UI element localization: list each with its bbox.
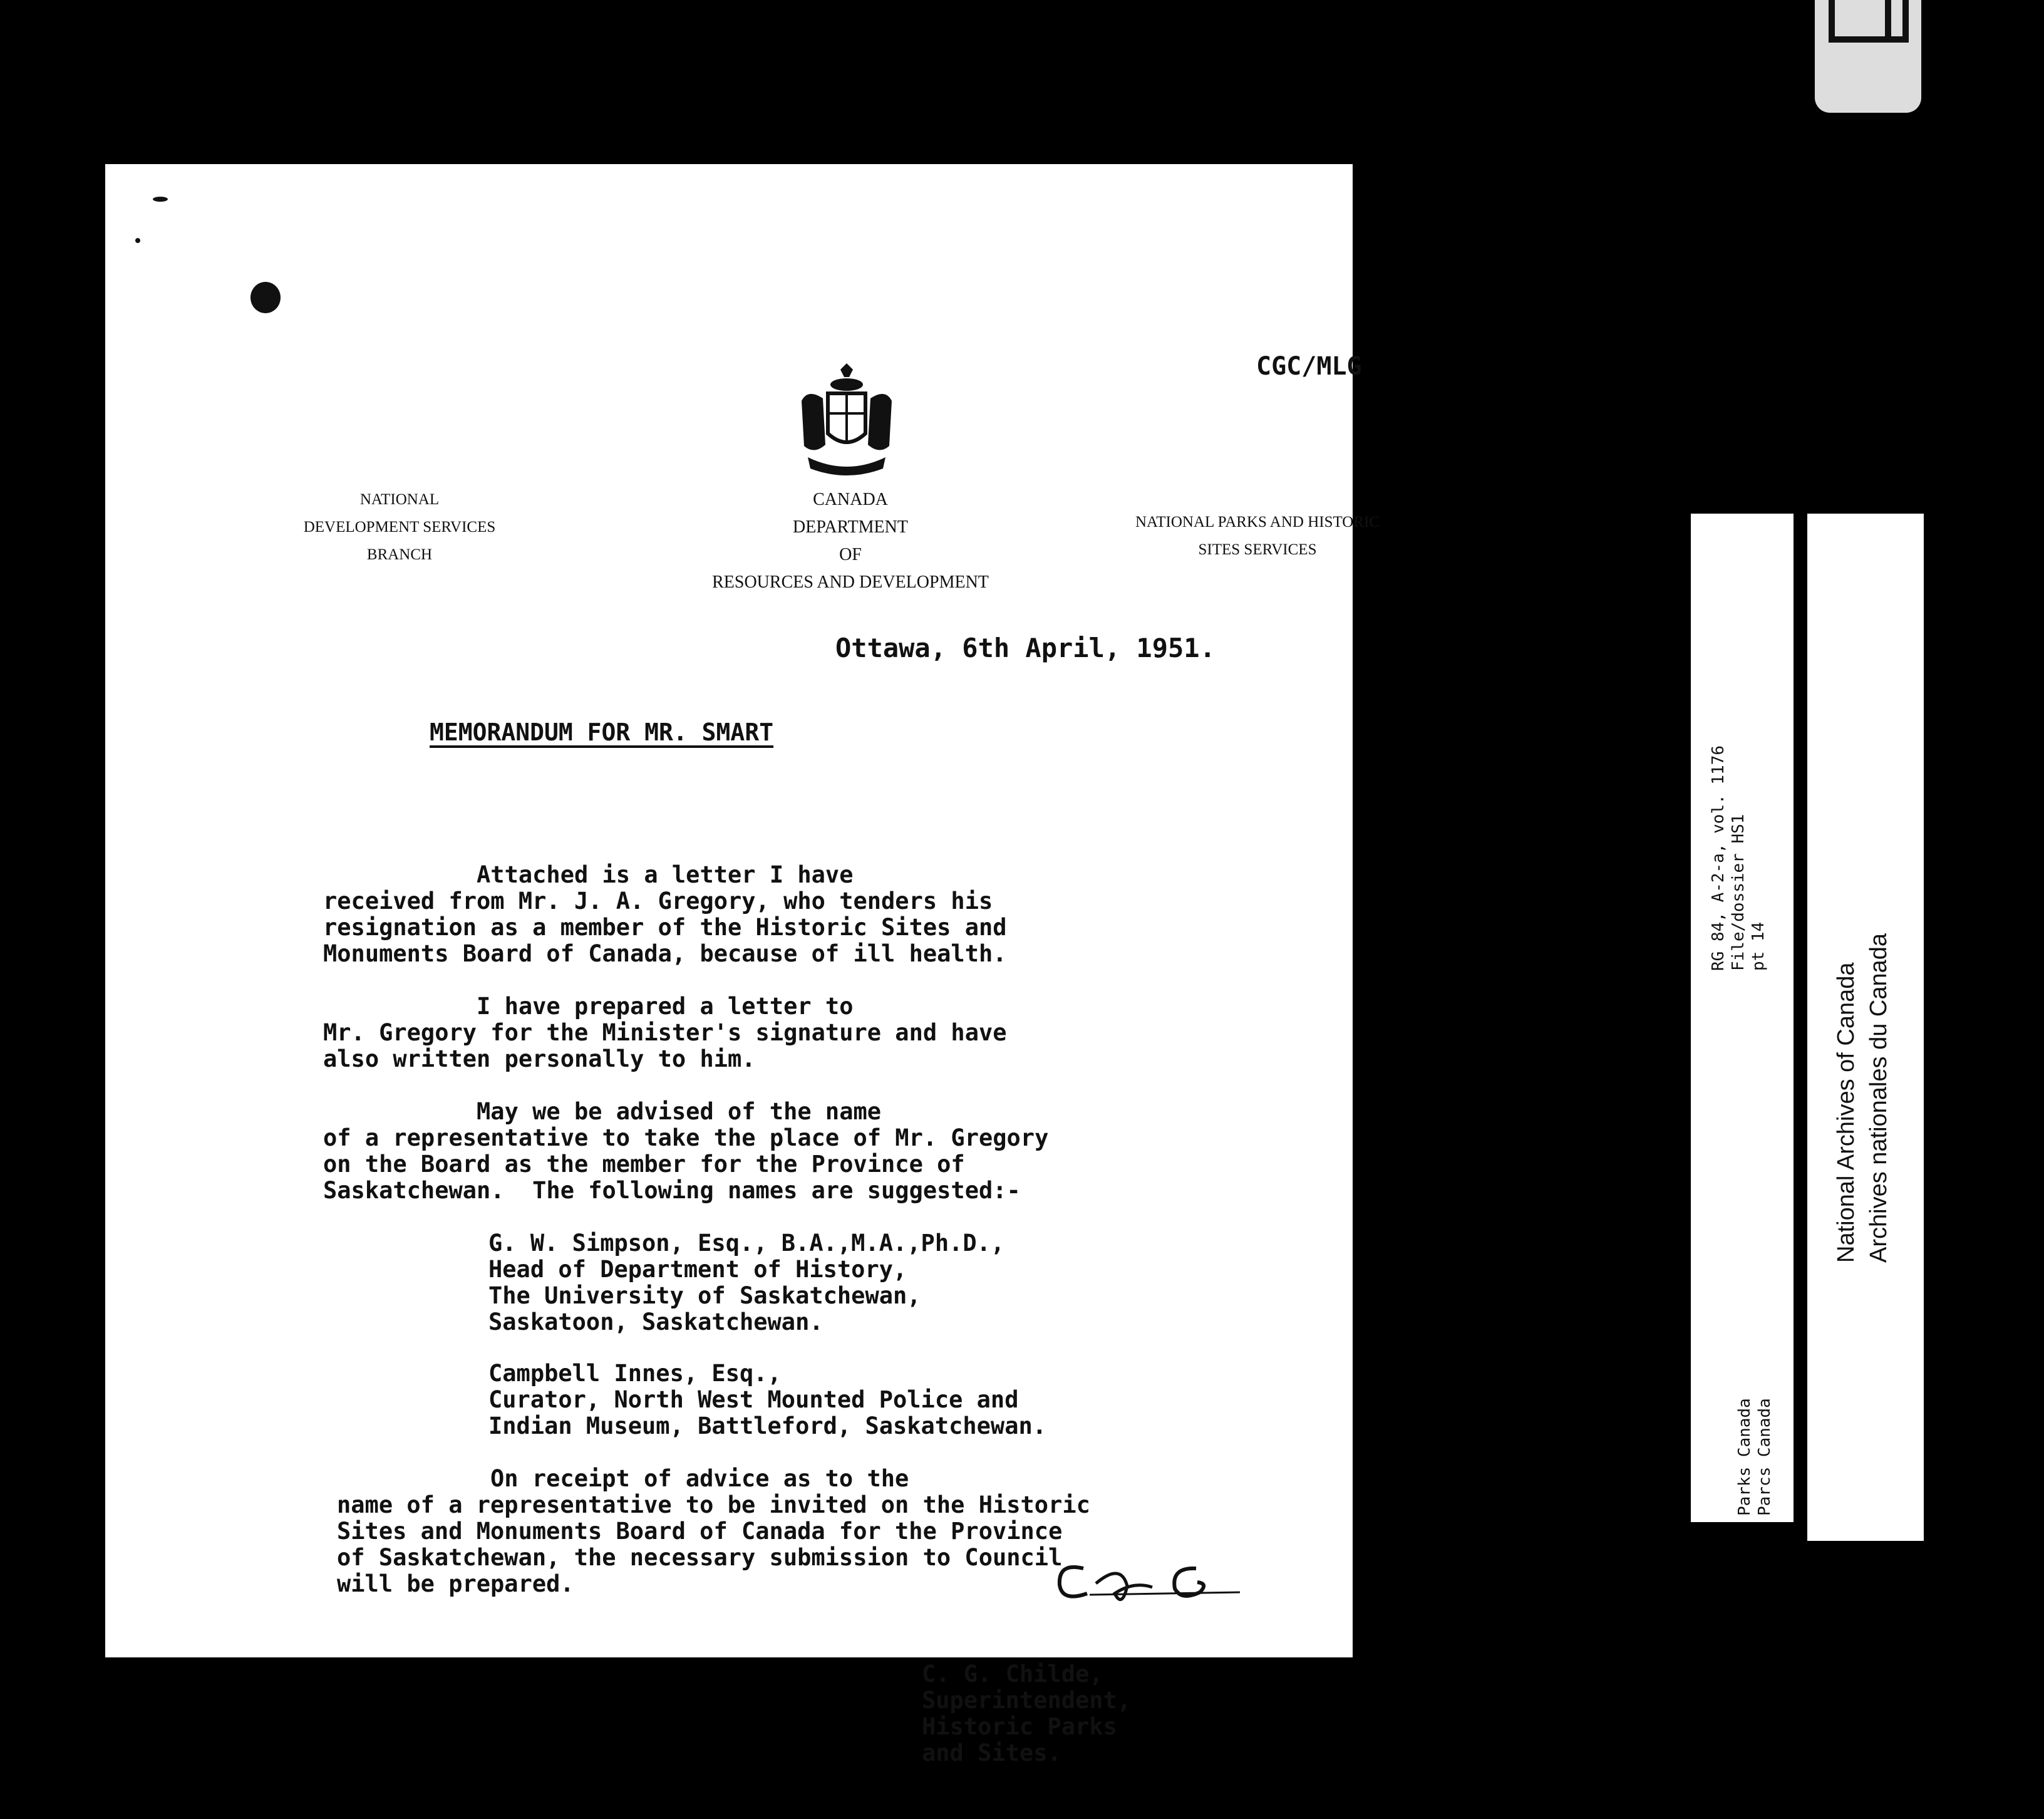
- file-reference: CGC/MLG: [1256, 352, 1362, 381]
- paragraph-1: Attached is a letter I have received from Mr. J. A. Gregory, who tenders his resignation as a member of the Historic Sites and Monuments Board of Canada, because of ill health.: [323, 861, 1007, 967]
- ink-speck: [153, 197, 168, 202]
- nominee-1: G. W. Simpson, Esq., B.A.,M.A.,Ph.D., Head of Department of History, The University of Saskatchewan, Saskatoon, Saskatchewan.: [488, 1230, 1005, 1335]
- film-tab: [1815, 0, 1921, 113]
- archive-source: Parks Canada Parcs Canada: [1735, 1398, 1774, 1516]
- paragraph-4: On receipt of advice as to the name of a representative to be invited on the Historic Sites and Monuments Board of Canada for the Province of Saskatchewan, the necessary submission to Council will be prepared.: [337, 1465, 1090, 1597]
- coat-of-arms-icon: [795, 363, 898, 480]
- letterhead-right: NATIONAL PARKS AND HISTORIC SITES SERVICES: [1135, 514, 1380, 558]
- archive-institution: National Archives of Canada Archives nationales du Canada: [1833, 933, 1892, 1263]
- letterhead-left: NATIONAL DEVELOPMENT SERVICES BRANCH: [303, 491, 496, 563]
- handwritten-signature: [1052, 1556, 1252, 1612]
- paragraph-2: I have prepared a letter to Mr. Gregory for the Minister's signature and have also written personally to him.: [323, 993, 1007, 1072]
- archive-institution-label: [1807, 514, 1924, 1541]
- letterhead-center: CANADA DEPARTMENT OF RESOURCES AND DEVELOPMENT: [712, 490, 989, 592]
- memo-date: Ottawa, 6th April, 1951.: [835, 633, 1216, 663]
- archive-reference-label: [1691, 514, 1794, 1522]
- archive-reference: RG 84, A-2-a, vol. 1176 File/dossier HS1 pt 14: [1709, 745, 1768, 971]
- memo-subject: MEMORANDUM FOR MR. SMART: [430, 718, 774, 746]
- nominee-2: Campbell Innes, Esq., Curator, North West Mounted Police and Indian Museum, Battleford, Saskatchewan.: [488, 1360, 1047, 1439]
- signatory-block: C. G. Childe, Superintendent, Historic Parks and Sites.: [922, 1661, 1132, 1766]
- memo-page: [105, 164, 1380, 1766]
- paragraph-3: May we be advised of the name of a representative to take the place of Mr. Gregory on the Board as the member for the Province of Saskatchewan. The following names are suggested:-: [323, 1098, 1049, 1204]
- ink-blot: [250, 282, 281, 313]
- tab-box-icon: [1884, 0, 1909, 43]
- tab-box-icon: [1829, 0, 1891, 43]
- ink-speck: [135, 238, 140, 243]
